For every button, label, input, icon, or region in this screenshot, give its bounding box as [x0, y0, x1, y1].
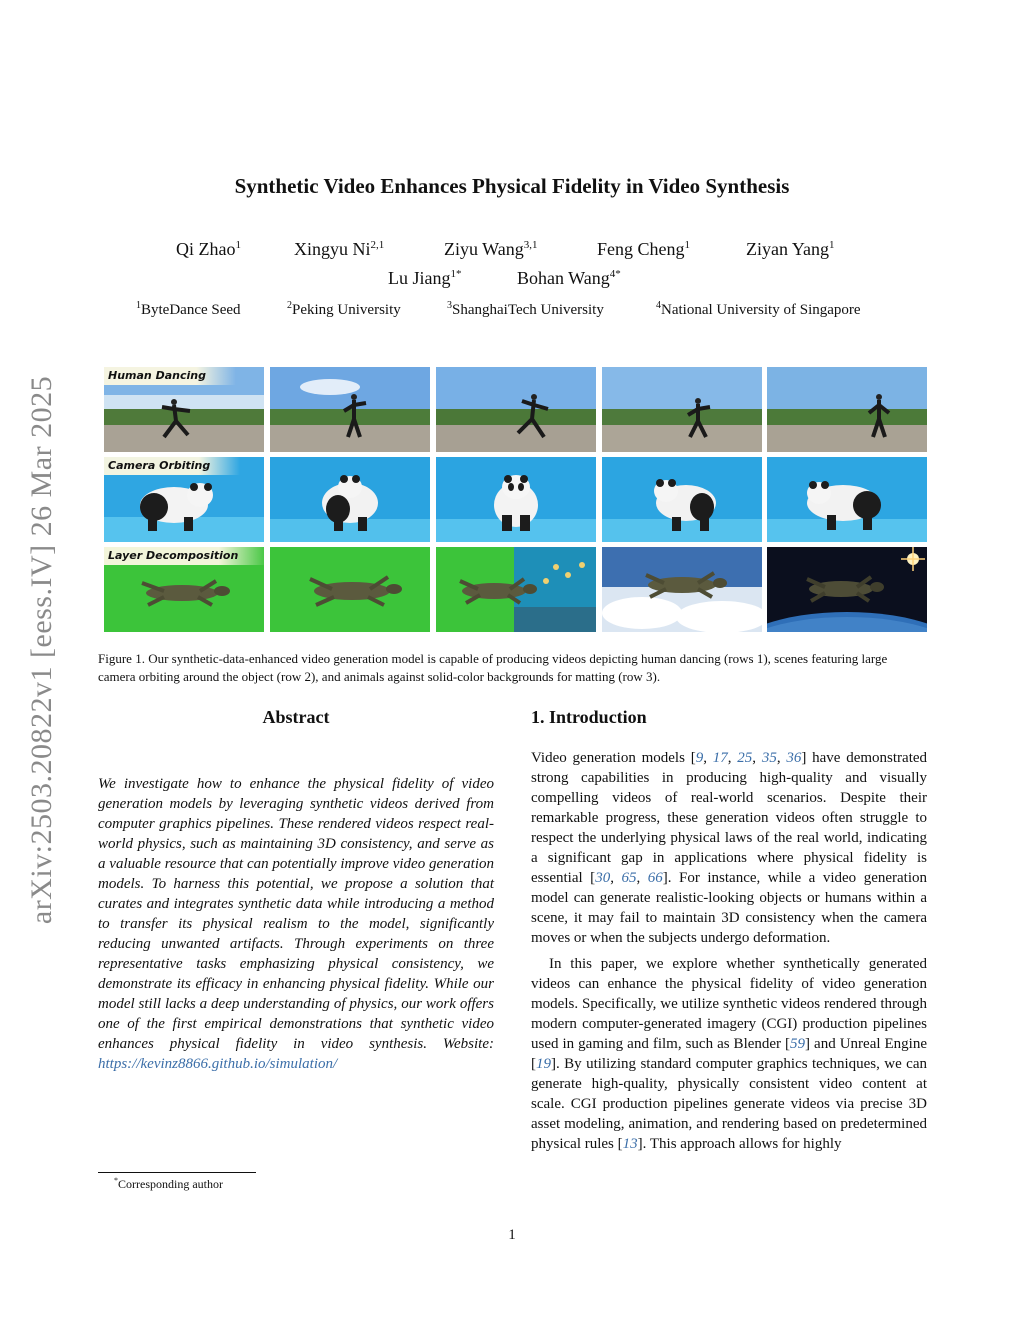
author: Ziyu Wang$^{3,1}$	[444, 239, 538, 259]
panda-frame	[602, 457, 762, 542]
affiliation: $^4$National University of Singapore	[656, 300, 861, 318]
affiliation: $^3$ShanghaiTech University	[447, 300, 604, 318]
citation-link[interactable]: 13	[622, 1136, 638, 1152]
abstract-heading: Abstract	[262, 707, 330, 727]
citation-link[interactable]: 36	[786, 750, 802, 766]
citation-link[interactable]: 25	[737, 750, 753, 766]
abstract-text: We investigate how to enhance the physical fidelity of video generation models by leveraging synthetic videos derived from computer graphics pipelines. These rendered videos respect real-world physics, such as maintaining 3D consistency, and serve as a valuable resource that can potentially improve video generation models. To harness this potential, we propose a solution that curates and integrates synthetic data while introducing a method to transfer its physical realism to the model, significantly reducing unwanted artifacts. Through experiments on three representative tasks emphasizing physical consistency, we demonstrate its efficacy in enhancing physical fidelity. While our model still lacks a deep understanding of physics, our work offers one of the first empirical demonstrations that synthetic video enhances physical fidelity in video synthesis. Website: https://kevinz8866.github.io/simulation/	[98, 776, 495, 1072]
citation-link[interactable]: 35	[761, 750, 777, 766]
intro-paragraph: In this paper, we explore whether synthetically generated videos can enhance the physical fidelity of video generation models. Specifically, we utilize synthetic videos rendered through modern computer-generated imagery (CGI) production pipelines used in gaming and film, such as Blender [59] and Unreal Engine [19]. By utilizing standard computer graphics techniques, we can generate high-quality, physically consistent video content at scale. CGI production pipelines generate videos via precise 3D asset modeling, animation, and rendering based on predetermined physical rules [13]. This approach allows for highly	[531, 956, 928, 1152]
figure-caption: Figure 1. Our synthetic-data-enhanced video generation model is capable of producing videos depicting human dancing (rows 1), scenes featuring large camera orbiting around the object (row 2), and animals against solid-color backgrounds for matting (row 3).	[98, 651, 888, 684]
teaser-figure	[104, 367, 927, 632]
citation-link[interactable]: 65	[621, 870, 637, 886]
dancing-frame	[270, 367, 430, 452]
row-label-human-dancing: Human Dancing	[104, 367, 236, 385]
author: Bohan Wang$^{4*}$	[517, 268, 621, 288]
author: Lu Jiang$^{1*}$	[388, 268, 462, 288]
panda-frame	[270, 457, 430, 542]
intro-paragraph: Video generation models [9, 17, 25, 35, 36] have demonstrated strong capabilities in producing high-quality and visually compelling videos of real-world scenarios. Despite their remarkable progress, these generation videos often struggle to respect the underlying physical laws of the real world, indicating a significant gap in applications where physical fidelity is essential [30, 65, 66]. For instance, while a video generation model can generate realistic-looking objects or humans within a scene, it may fail to maintain 3D consistency when the camera moves or when the subjects undergo deformation.	[531, 750, 928, 946]
website-link[interactable]: https://kevinz8866.github.io/simulation/	[98, 1056, 338, 1072]
turtle-frame	[602, 547, 762, 632]
panda-frame	[767, 457, 927, 542]
paper-title: Synthetic Video Enhances Physical Fidelity in Video Synthesis	[234, 174, 790, 198]
dancing-frame	[436, 367, 596, 452]
arxiv-stamp: arXiv:2503.20822v1 [eess.IV] 26 Mar 2025	[25, 375, 58, 925]
panda-frame	[436, 457, 596, 542]
citation-link[interactable]: 9	[695, 750, 704, 766]
author: Feng Cheng$^1$	[597, 239, 690, 259]
page-number: 1	[508, 1227, 516, 1243]
affiliation: $^1$ByteDance Seed	[136, 300, 241, 318]
turtle-frame	[767, 547, 927, 632]
footnote-rule	[98, 1172, 256, 1173]
dancing-frame	[767, 367, 927, 452]
author: Ziyan Yang$^1$	[746, 239, 835, 259]
turtle-frame	[270, 547, 430, 632]
dancing-frame	[602, 367, 762, 452]
introduction-section	[531, 707, 927, 1160]
footnote: *Corresponding author	[114, 1176, 223, 1191]
citation-link[interactable]: 59	[790, 1036, 806, 1052]
row-label-camera-orbiting: Camera Orbiting	[104, 457, 240, 475]
citation-link[interactable]: 19	[536, 1056, 551, 1072]
affiliation: $^2$Peking University	[287, 300, 401, 318]
introduction-heading: 1. Introduction	[531, 707, 647, 727]
citation-link[interactable]: 30	[595, 870, 611, 886]
citation-link[interactable]: 66	[647, 870, 663, 886]
row-label-layer-decomposition: Layer Decomposition	[104, 547, 268, 565]
citation-link[interactable]: 17	[712, 750, 728, 766]
author: Xingyu Ni$^{2,1}$	[294, 239, 385, 259]
abstract-section	[98, 707, 494, 1074]
author: Qi Zhao$^1$	[176, 239, 241, 259]
turtle-frame	[436, 547, 596, 632]
